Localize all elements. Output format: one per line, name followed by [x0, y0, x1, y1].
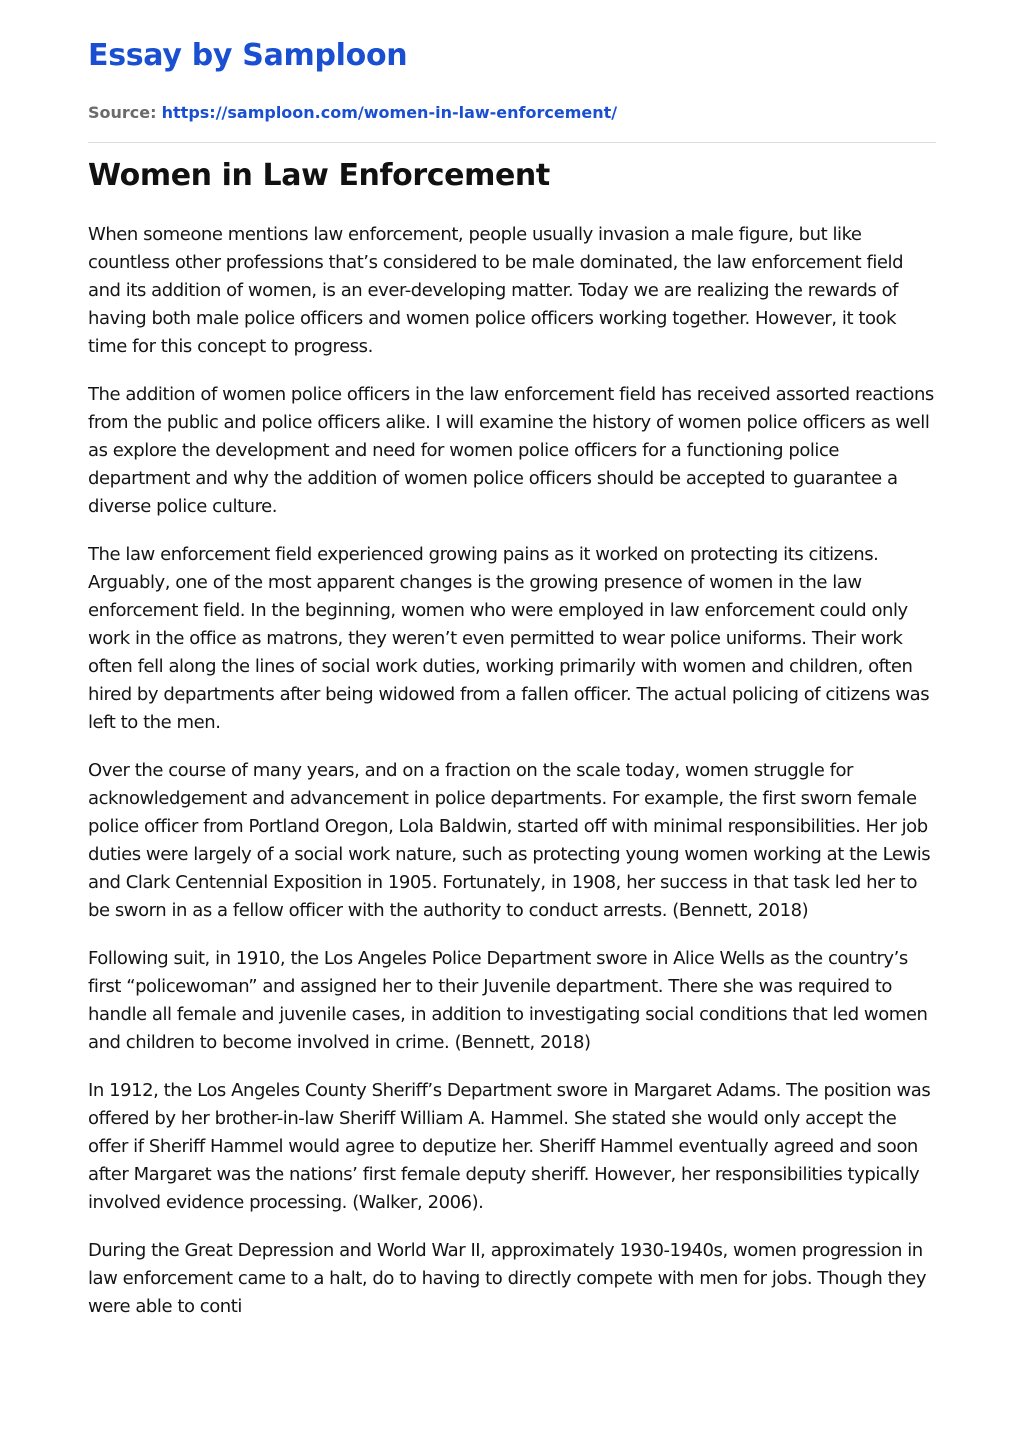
source-link[interactable]: https://samploon.com/women-in-law-enforcement/	[161, 103, 618, 122]
essay-paragraph-7: During the Great Depression and World War II, approximately 1930-1940s, women progression in law enforcement came to a halt, do to having to directly compete with men for jobs. Though they were able to conti	[88, 1240, 927, 1317]
essay-paragraph-2: The addition of women police officers in the law enforcement field has received assorted reactions from the public and police officers alike. I will examine the history of women police officers as well as explore the development and need for women police officers for a functioning police department and why the addition of women police officers should be accepted to guarantee a diverse police culture.	[88, 384, 934, 517]
essay-paragraph-4: Over the course of many years, and on a fraction on the scale today, women struggle for acknowledgement and advancement in police departments. For example, the first sworn female police officer from Portland Oregon, Lola Baldwin, started off with minimal responsibilities. Her job duties were largely of a social work nature, such as protecting young women working at the Lewis and Clark Centennial Exposition in 1905. Fortunately, in 1908, her success in that task led her to be sworn in as a fellow officer with the authority to conduct arrests. (Bennett, 2018)	[88, 760, 931, 921]
essay-paragraph-6: In 1912, the Los Angeles County Sheriff’s Department swore in Margaret Adams. The position was offered by her brother-in-law Sheriff William A. Hammel. She stated she would only accept the offer if Sheriff Hammel would agree to deputize her. Sheriff Hammel eventually agreed and soon after Margaret was the nations’ first female deputy sheriff. However, her responsibilities typically involved evidence processing. (Walker, 2006).	[88, 1080, 931, 1213]
essay-paragraph-5: Following suit, in 1910, the Los Angeles Police Department swore in Alice Wells as the country’s first “policewoman” and assigned her to their Juvenile department. There she was required to handle all female and juvenile cases, in addition to investigating social conditions that led women and children to become involved in crime. (Bennett, 2018)	[88, 948, 928, 1053]
header-divider	[88, 142, 936, 143]
essay-paragraph-3: The law enforcement field experienced growing pains as it worked on protecting its citizens. Arguably, one of the most apparent changes is the growing presence of women in the law enforcement field. In the beginning, women who were employed in law enforcement could only work in the office as matrons, they weren’t even permitted to wear police uniforms. Their work often fell along the lines of social work duties, working primarily with women and children, often hired by departments after being widowed from a fallen officer. The actual policing of citizens was left to the men.	[88, 544, 930, 733]
source-label: Source:	[88, 103, 157, 122]
essay-paragraph-1: When someone mentions law enforcement, people usually invasion a male figure, but like countless other professions that’s considered to be male dominated, the law enforcement field and its addition of women, is an ever-developing matter. Today we are realizing the rewards of having both male police officers and women police officers working together. However, it took time for this concept to progress.	[88, 224, 904, 357]
brand-heading: Essay by Samploon	[88, 38, 408, 73]
source-line	[88, 101, 617, 125]
essay-title: Women in Law Enforcement	[88, 158, 550, 193]
essay-body	[88, 221, 938, 1453]
